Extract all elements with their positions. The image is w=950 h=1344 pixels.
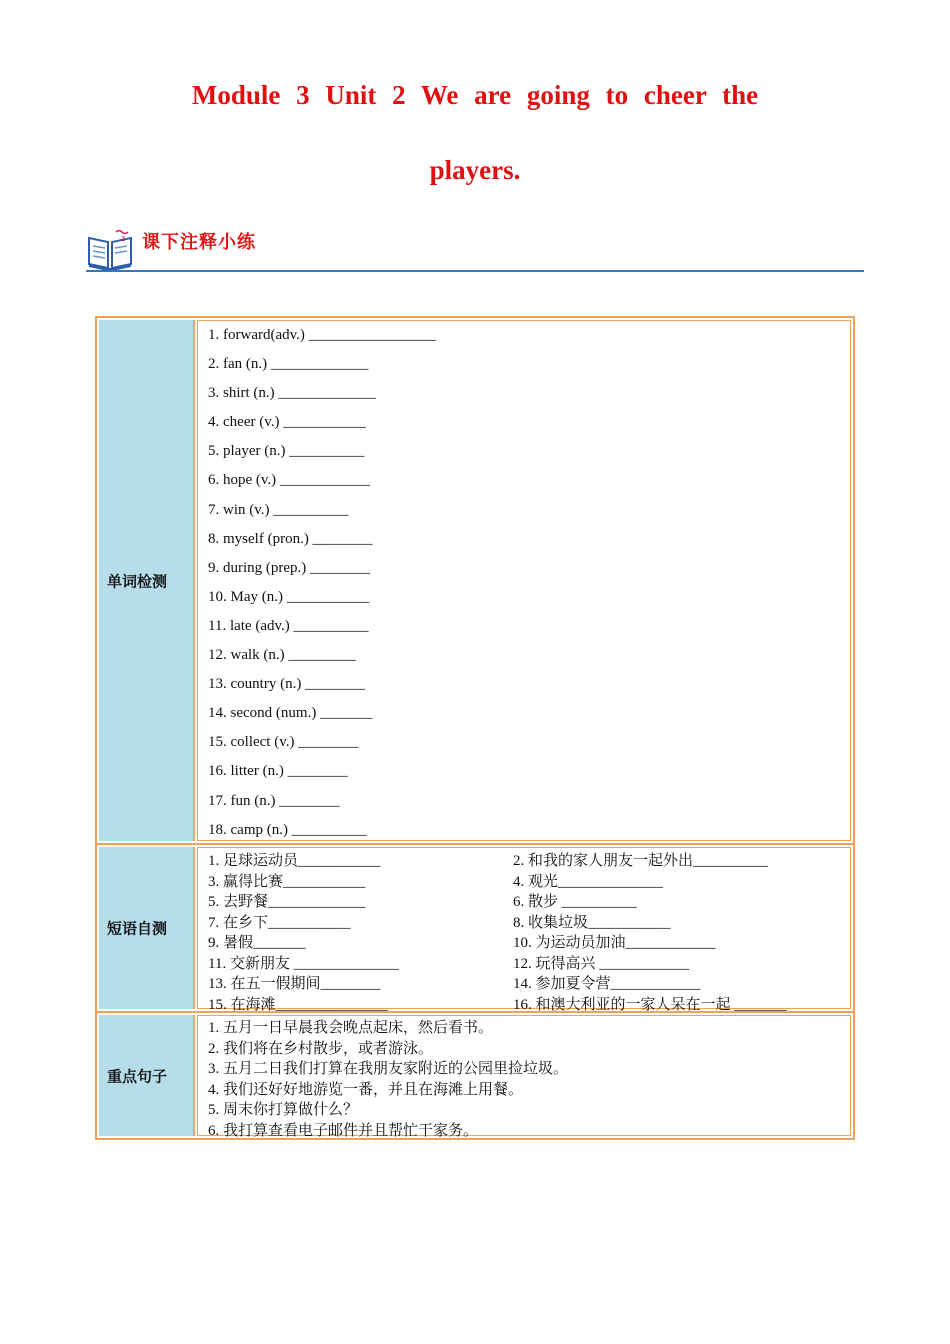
vocab-item: 4. cheer (v.) ___________: [208, 414, 366, 431]
phrase-item: 8. 收集垃圾___________: [513, 914, 671, 931]
sentence-row-header: [99, 1015, 195, 1136]
vocab-item: 9. during (prep.) ________: [208, 559, 371, 576]
vocab-item: 17. fun (n.) ________: [208, 792, 340, 809]
vocab-item: 15. collect (v.) ________: [208, 734, 359, 751]
vocab-item: 1. forward(adv.) _________________: [208, 327, 437, 343]
vocab-cell: [197, 320, 851, 841]
document-title-line-1: Module 3 Unit 2 We are going to cheer the: [191, 80, 759, 110]
phrase-item: 14. 参加夏令营____________: [513, 976, 701, 992]
vocab-item: 18. camp (n.) __________: [208, 821, 367, 838]
vocab-item: 6. hope (v.) ____________: [208, 472, 370, 489]
phrase-item: 16. 和澳大利亚的一家人呆在一起 _______: [513, 996, 787, 1013]
sentence-item: 1. 五月一日早晨我会晚点起床，然后看书。: [208, 1020, 494, 1036]
phrase-item: 10. 为运动员加油____________: [513, 935, 716, 951]
sentence-item: 2. 我们将在乡村散步，或者游泳。: [208, 1040, 434, 1057]
phrase-item: 1. 足球运动员___________: [208, 853, 381, 869]
vocab-item: 10. May (n.) ___________: [208, 588, 370, 605]
phrase-item: 9. 暑假_______: [208, 935, 306, 951]
sentence-item: 6. 我打算查看电子邮件并且帮忙干家务。: [208, 1122, 479, 1139]
phrase-item: 2. 和我的家人朋友一起外出__________: [513, 853, 769, 869]
section-heading: [86, 226, 864, 274]
vocab-row-label: 单词检测: [107, 572, 168, 590]
vocab-item: 16. litter (n.) ________: [208, 763, 348, 780]
phrase-cell: [197, 847, 851, 1013]
vocab-item: 11. late (adv.) __________: [208, 617, 369, 634]
exercise-table: [95, 316, 855, 1140]
phrase-item: 6. 散步 __________: [513, 894, 637, 910]
vocab-row-header: [99, 320, 195, 841]
open-book-icon: [86, 228, 134, 272]
phrase-row-header: [99, 847, 195, 1009]
phrase-item: 5. 去野餐_____________: [208, 894, 366, 910]
phrase-item: 7. 在乡下___________: [208, 914, 351, 931]
sentence-item: 3. 五月二日我们打算在我朋友家附近的公园里捡垃圾。: [208, 1061, 569, 1078]
sentence-cell: [197, 1015, 851, 1139]
phrase-row: [97, 845, 853, 1013]
sentence-list: [208, 1018, 568, 1142]
vocab-item: 14. second (num.) _______: [208, 705, 373, 722]
sentence-item: 4. 我们还好好地游览一番，并且在海滩上用餐。: [208, 1081, 524, 1098]
document-title-line-2: players.: [429, 155, 521, 185]
vocab-list: [208, 325, 436, 849]
phrase-item: 11. 交新朋友 ______________: [208, 955, 399, 972]
section-heading-label: 课下注释小练: [142, 232, 256, 253]
section-heading-rule: [86, 270, 864, 272]
phrase-item: 4. 观光______________: [513, 873, 664, 890]
phrase-item: 3. 赢得比赛___________: [208, 873, 366, 890]
phrase-item: 13. 在五一假期间________: [208, 976, 381, 992]
vocab-item: 8. myself (pron.) ________: [208, 530, 373, 547]
vocab-item: 3. shirt (n.) _____________: [208, 385, 376, 402]
phrase-row-label: 短语自测: [107, 919, 168, 938]
phrase-item: 15. 在海滩_______________: [208, 996, 389, 1013]
vocab-item: 13. country (n.) ________: [208, 676, 366, 693]
phrase-item: 12. 玩得高兴 ____________: [513, 955, 690, 972]
sentence-row: [97, 1013, 853, 1138]
svg-text:z: z: [121, 234, 126, 243]
vocab-item: 12. walk (n.) _________: [208, 647, 356, 664]
vocab-item: 7. win (v.) __________: [208, 501, 349, 518]
sentence-row-label: 重点句子: [107, 1067, 168, 1085]
sentence-item: 5. 周末你打算做什么？: [208, 1102, 359, 1119]
vocab-item: 2. fan (n.) _____________: [208, 356, 369, 373]
vocab-item: 5. player (n.) __________: [208, 443, 365, 460]
vocab-row: [97, 318, 853, 845]
